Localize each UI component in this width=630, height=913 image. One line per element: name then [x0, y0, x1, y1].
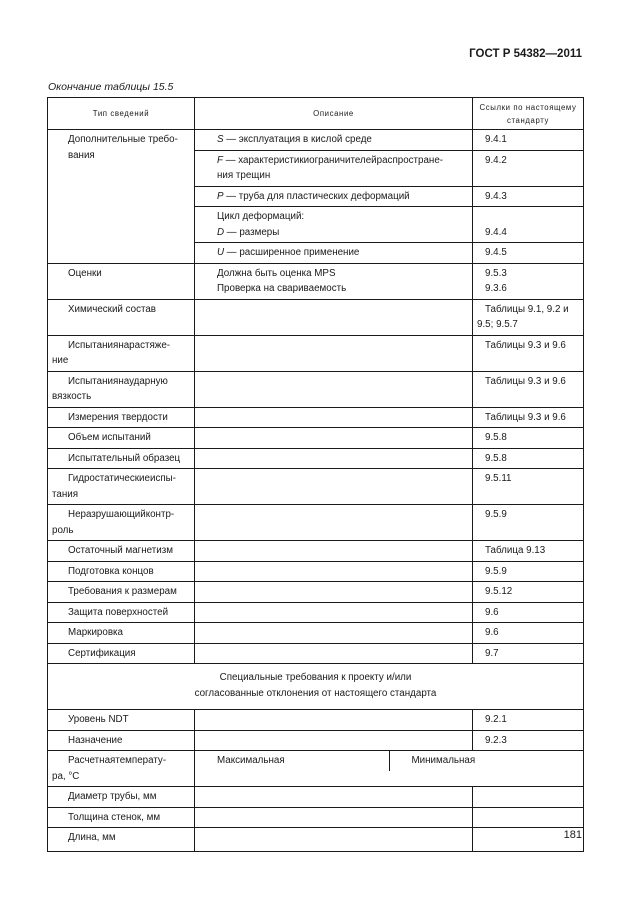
- reference-subcell: [473, 242, 583, 263]
- row-description: [195, 561, 473, 582]
- table-row: [48, 730, 584, 751]
- standard-header: ГОСТ Р 54382—2011: [469, 48, 582, 60]
- reference-value: 9.3.6: [485, 283, 507, 294]
- row-type: Диаметр трубы, мм: [48, 787, 195, 808]
- reference-value: 9.4.1: [485, 134, 507, 145]
- page-number: 181: [563, 829, 582, 841]
- row-references: 9.2.1: [473, 710, 584, 731]
- row-references: 9.5.9: [473, 505, 584, 541]
- row-type: Длина, мм: [48, 828, 195, 852]
- row-type: Назначение: [48, 730, 195, 751]
- row-type-line: вязкость: [52, 391, 92, 402]
- row-type: Требования к размерам: [48, 582, 195, 603]
- row-type: Защита поверхностей: [48, 602, 195, 623]
- row-type-line: тания: [52, 488, 79, 500]
- column-header-type: Тип сведений: [48, 98, 195, 130]
- row-description: [195, 335, 473, 371]
- row-type: [48, 130, 195, 264]
- table-row: [48, 561, 584, 582]
- table-row: [48, 428, 584, 449]
- row-references: 9.6: [473, 623, 584, 644]
- column-header-description: Описание: [195, 98, 473, 130]
- temperature-cell: [195, 751, 584, 787]
- description-line: ния трещин: [217, 170, 271, 181]
- row-description: [195, 263, 473, 299]
- row-type-line: вания: [68, 149, 95, 161]
- reference-value: 9.5; 9.5.7: [477, 319, 518, 330]
- table-row: [48, 787, 584, 808]
- row-type: Объем испытаний: [48, 428, 195, 449]
- row-references: 9.7: [473, 643, 584, 664]
- row-description: [195, 541, 473, 562]
- reference-value: 9.4.3: [485, 190, 507, 202]
- row-type: Толщина стенок, мм: [48, 807, 195, 828]
- reference-value: Таблицы 9.1, 9.2 и: [485, 303, 569, 315]
- row-description: [195, 787, 473, 808]
- table-row: [48, 623, 584, 644]
- row-description: [195, 130, 473, 264]
- table-row: [48, 710, 584, 731]
- row-type-line: Дополнительные требо-: [68, 134, 178, 145]
- row-references: 9.5.9: [473, 561, 584, 582]
- row-references: [473, 807, 584, 828]
- row-references: 9.5.12: [473, 582, 584, 603]
- row-type-line: Неразрушающийконтр-: [68, 509, 175, 520]
- row-references: 9.2.3: [473, 730, 584, 751]
- column-header-references: Ссылки по настоящему стандарту: [473, 98, 584, 130]
- row-description: [195, 623, 473, 644]
- row-type: Оценки: [48, 263, 195, 299]
- table-header-row: [48, 98, 584, 130]
- table-row: [48, 299, 584, 335]
- max-temperature-label: Максимальная: [217, 755, 285, 766]
- table-row: [48, 505, 584, 541]
- row-references: Таблица 9.13: [473, 541, 584, 562]
- row-description: [195, 448, 473, 469]
- section-header-row: [48, 664, 584, 710]
- row-type: [48, 505, 195, 541]
- description-subcell: [195, 150, 472, 186]
- row-description: [195, 730, 473, 751]
- row-description: [195, 371, 473, 407]
- row-references: 9.5.11: [473, 469, 584, 505]
- row-type-line: Испытаниянаударную: [68, 375, 168, 387]
- row-description: [195, 469, 473, 505]
- reference-value: 9.4.5: [485, 247, 507, 258]
- description-line: Цикл деформаций:: [217, 211, 305, 222]
- section-heading-line: Специальные требования к проекту и/или: [219, 672, 412, 683]
- row-type-line: ра, °С: [52, 770, 80, 782]
- row-references: [473, 299, 584, 335]
- table-row: [48, 407, 584, 428]
- row-references: 9.5.8: [473, 428, 584, 449]
- section-heading-line: согласованные отклонения от настоящего стандарта: [194, 687, 437, 699]
- table-row: [48, 371, 584, 407]
- row-type: Остаточный магнетизм: [48, 541, 195, 562]
- row-type: [48, 751, 195, 787]
- row-description: [195, 428, 473, 449]
- row-type: Уровень NDT: [48, 710, 195, 731]
- temperature-split: [195, 751, 583, 771]
- row-type: Сертификация: [48, 643, 195, 664]
- requirements-table: [47, 97, 584, 852]
- table-row: [48, 751, 584, 787]
- row-references: [473, 787, 584, 808]
- row-references: [473, 130, 584, 264]
- row-description: [195, 407, 473, 428]
- description-line: S — эксплуатация в кислой среде: [217, 134, 372, 145]
- table-row: [48, 448, 584, 469]
- table-row: [48, 130, 584, 264]
- row-references: Таблицы 9.3 и 9.6: [473, 371, 584, 407]
- reference-value: 9.4.2: [485, 154, 507, 166]
- reference-subcell: [473, 186, 583, 207]
- table-row: [48, 263, 584, 299]
- row-type: Измерения твердости: [48, 407, 195, 428]
- table-row: [48, 643, 584, 664]
- row-description: [195, 505, 473, 541]
- min-temperature-label: Минимальная: [389, 751, 584, 771]
- row-type-line: Расчетнаятемперату-: [68, 755, 167, 766]
- table-caption: Окончание таблицы 15.5: [48, 81, 174, 93]
- row-description: [195, 643, 473, 664]
- section-heading: [48, 664, 584, 710]
- reference-subcell: [473, 150, 583, 186]
- description-line: Проверка на свариваемость: [217, 283, 347, 294]
- table-row: [48, 541, 584, 562]
- row-type: [48, 371, 195, 407]
- table-row: [48, 828, 584, 852]
- description-line: U — расширенное применение: [217, 247, 360, 258]
- reference-subcell: [473, 206, 583, 242]
- row-description: [195, 828, 473, 852]
- description-line: D — размеры: [217, 226, 280, 238]
- table-row: [48, 469, 584, 505]
- reference-value: 9.4.4: [485, 226, 507, 238]
- row-type-line: Гидростатическиеиспы-: [68, 473, 176, 484]
- row-type: Испытательный образец: [48, 448, 195, 469]
- description-line: F — характеристикиограничителейраспростране-: [217, 154, 444, 166]
- table-row: [48, 582, 584, 603]
- row-type-line: роль: [52, 524, 74, 536]
- description-text: — эксплуатация в кислой среде: [223, 134, 372, 145]
- description-line: Должна быть оценка MPS: [217, 267, 336, 279]
- description-subcell: [195, 206, 472, 242]
- row-type-line: ние: [52, 355, 69, 366]
- row-type: [48, 335, 195, 371]
- table-row: [48, 335, 584, 371]
- row-references: Таблицы 9.3 и 9.6: [473, 335, 584, 371]
- reference-value: 9.5.3: [485, 267, 507, 279]
- row-type-line: Испытаниянарастяже-: [68, 339, 171, 351]
- row-type: Химический состав: [48, 299, 195, 335]
- row-type: [48, 469, 195, 505]
- row-references: [473, 263, 584, 299]
- description-subcell: [195, 242, 472, 263]
- description-line: P — труба для пластических деформаций: [217, 190, 410, 202]
- row-references: Таблицы 9.3 и 9.6: [473, 407, 584, 428]
- description-subcell: [195, 186, 472, 207]
- row-description: [195, 710, 473, 731]
- row-description: [195, 807, 473, 828]
- row-references: 9.6: [473, 602, 584, 623]
- row-description: [195, 582, 473, 603]
- table-row: [48, 807, 584, 828]
- row-type: Маркировка: [48, 623, 195, 644]
- row-description: [195, 299, 473, 335]
- row-type: Подготовка концов: [48, 561, 195, 582]
- table-row: [48, 602, 584, 623]
- row-references: 9.5.8: [473, 448, 584, 469]
- row-description: [195, 602, 473, 623]
